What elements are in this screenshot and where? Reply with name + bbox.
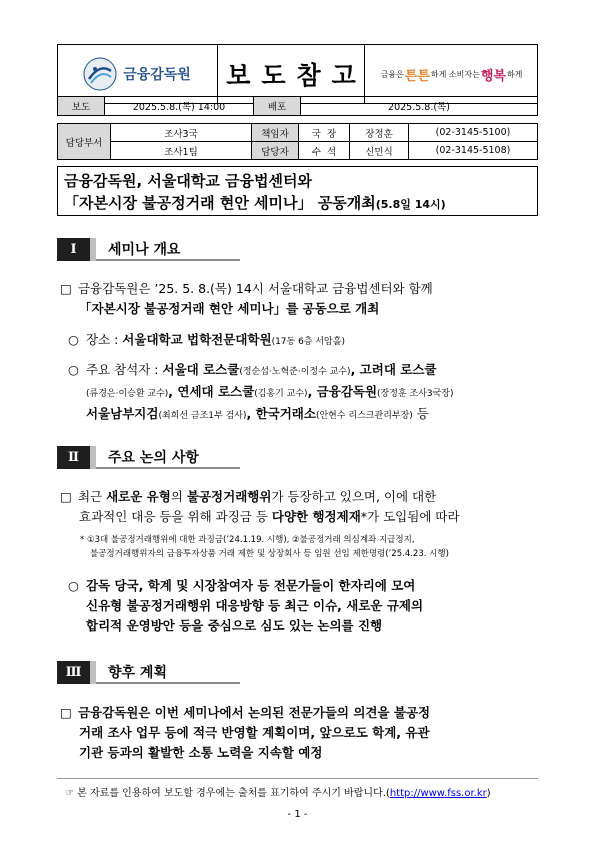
headline-line2: 「자본시장 불공정거래 현안 세미나」 공동개최(5.8일 14시) — [64, 194, 446, 212]
square-bullet-icon: □ — [60, 489, 72, 504]
section-header-3 — [57, 661, 240, 684]
page-number: - 1 - — [287, 809, 308, 820]
contact-role: 책임자 — [252, 124, 299, 142]
s1-venue: ○ 장소 : 서울대학교 법학전문대학원(17동 6층 서암홀) — [68, 330, 345, 352]
press-label: 보도 — [58, 97, 105, 116]
square-bullet-icon: □ — [60, 281, 72, 296]
s3-paragraph: □ 금융감독원은 이번 세미나에서 논의된 전문가들의 의견을 불공정 거래 조사 업무 등에 적극 반영할 계획이며, 앞으로도 학계, 유관 기관 등과의 활발한 소통 노력을 지속할 예정 — [60, 705, 431, 760]
release-table — [57, 96, 538, 116]
contact-name: 장정훈 — [350, 124, 409, 142]
dept-label: 담당부서 — [58, 124, 111, 160]
s2-footnote: * ①3대 불공정거래행위에 대한 과징금(’24.1.19. 시행), ②불공정거래 의심계좌 지급정지, 불공정거래행위자의 금융투자상품 거래 제한 및 상장회사 등 임원 선임 제한명령(’25.4.23. 시행) — [80, 535, 449, 559]
circle-bullet-icon: ○ — [68, 332, 79, 347]
pointing-hand-icon: ☞ — [65, 788, 74, 799]
fss-logo-icon — [83, 57, 117, 91]
s2-paragraph-1: □ 최근 새로운 유형의 불공정거래행위가 등장하고 있으며, 이에 대한 효과적인 대응 등을 위해 과징금 등 다양한 행정제재*가 도입됨에 따라 — [60, 489, 460, 524]
contact-role: 담당자 — [252, 142, 299, 160]
contact-unit: 조사1팀 — [111, 142, 252, 160]
section-number: Ⅰ — [57, 238, 90, 261]
contacts-table — [57, 123, 538, 160]
section-title: 향후 계획 — [96, 661, 240, 684]
contact-unit: 조사3국 — [111, 124, 252, 142]
footer-divider — [57, 778, 538, 779]
section-number: Ⅱ — [57, 446, 90, 469]
dist-label: 배포 — [254, 97, 301, 116]
section-title: 세미나 개요 — [96, 238, 240, 261]
org-logo — [57, 44, 217, 104]
dist-date: 2025.5.8.(목) — [301, 97, 538, 116]
section-header-1 — [57, 238, 240, 261]
doc-type-title: 보도참고 — [217, 44, 365, 104]
contact-title: 수 석 — [299, 142, 350, 160]
contact-name: 신민식 — [350, 142, 409, 160]
s1-attendees: ○ 주요 참석자 : 서울대 로스쿨(정순섭·노혁준·이정수 교수), 고려대 로스쿨 (류경은·이승환 교수), 연세대 로스쿨(김홍기 교수), 금융감독원(장정훈 조사3국장) 서울남부지검(최희선 금조1부 검사), 한국거래소(안현수 리스크관리부장) 등 — [68, 362, 454, 421]
contact-phone: (02-3145-5108) — [409, 142, 538, 160]
s2-paragraph-2: ○ 감독 당국, 학계 및 시장참여자 등 전문가들이 한자리에 모여 신유형 불공정거래행위 대응방향 등 최근 이슈, 새로운 규제의 합리적 운영방안 등을 중심으로 심도 있는 논의를 진행 — [68, 578, 424, 633]
section-title: 주요 논의 사항 — [96, 446, 240, 469]
fss-website-link[interactable]: http://www.fss.or.kr — [389, 788, 487, 799]
press-date: 2025.5.8.(목) 14:00 — [105, 97, 254, 116]
org-name: 금융감독원 — [123, 67, 191, 83]
section-number: Ⅲ — [57, 661, 90, 684]
s1-paragraph: □ 금융감독원은 ’25. 5. 8.(목) 14시 서울대학교 금융법센터와 함께 「자본시장 불공정거래 현안 세미나」를 공동으로 개최 — [60, 281, 433, 316]
contact-phone: (02-3145-5100) — [409, 124, 538, 142]
headline-box — [57, 166, 538, 216]
headline-line1: 금융감독원, 서울대학교 금융법센터와 — [64, 172, 312, 190]
section-header-2 — [57, 446, 240, 469]
contact-title: 국 장 — [299, 124, 350, 142]
square-bullet-icon: □ — [60, 705, 72, 720]
circle-bullet-icon: ○ — [68, 578, 79, 593]
slogan: 금융은 튼튼 하게 소비자는 행복 하게 — [380, 68, 523, 84]
circle-bullet-icon: ○ — [68, 362, 79, 377]
citation-note: ☞ 본 자료를 인용하여 보도할 경우에는 출처를 표기하여 주시기 바랍니다.(http://www.fss.or.kr) — [65, 788, 491, 799]
